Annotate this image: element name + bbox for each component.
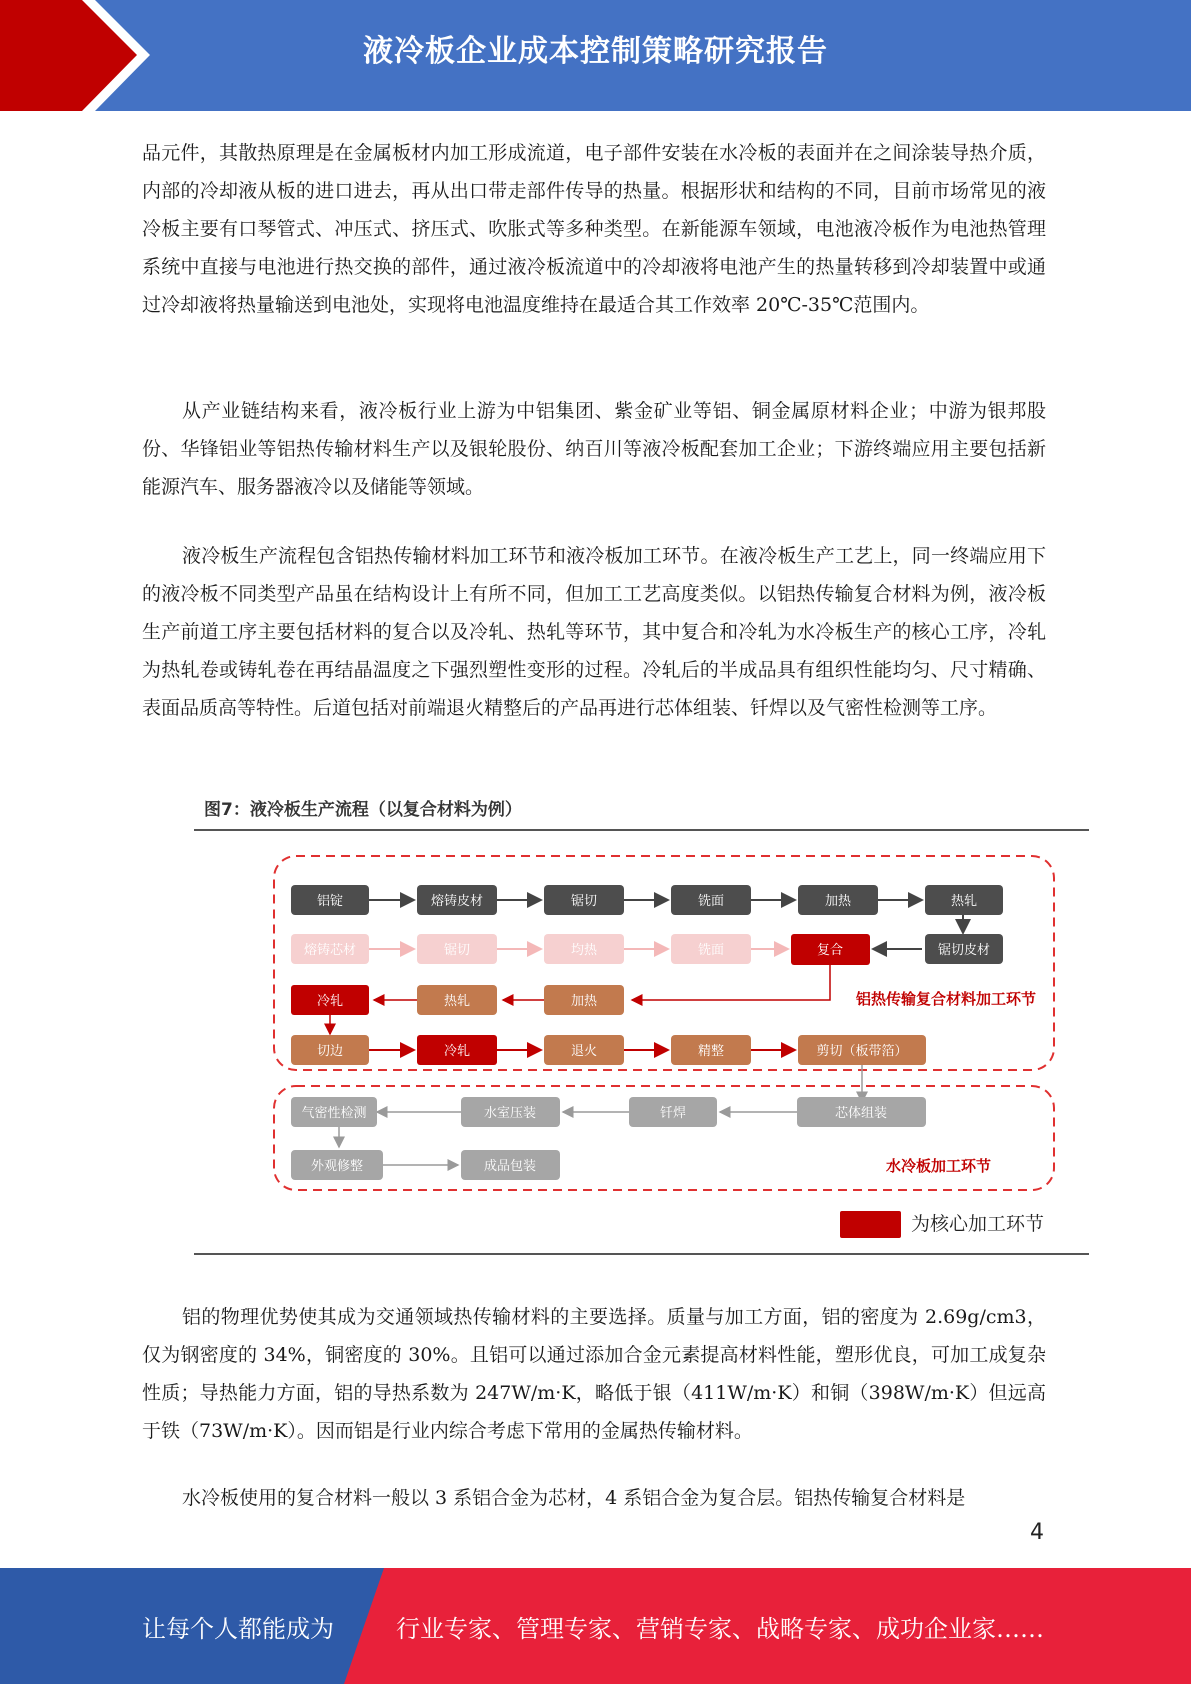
svg-text:铣面: 铣面 (697, 943, 725, 958)
footer-slogan-right: 行业专家、管理专家、营销专家、战略专家、成功企业家…… (396, 1615, 1044, 1643)
process-box (291, 934, 369, 964)
process-box (671, 885, 751, 915)
svg-text:芯体组装: 芯体组装 (834, 1106, 888, 1121)
svg-text:锯切: 锯切 (443, 943, 471, 958)
process-box-core (417, 1035, 497, 1065)
process-box (291, 1097, 377, 1127)
stage2-label: 水冷板加工环节 (885, 1157, 991, 1175)
paragraph-5: 水冷板使用的复合材料一般以 3 系铝合金为芯材，4 系铝合金为复合层。铝热传输复合材料是 (182, 1487, 966, 1509)
process-box (925, 934, 1003, 964)
process-box (925, 885, 1003, 915)
process-box (544, 934, 624, 964)
svg-text:钎焊: 钎焊 (659, 1106, 687, 1121)
process-box (671, 1035, 751, 1065)
process-box (417, 985, 497, 1015)
svg-text:退火: 退火 (570, 1044, 598, 1059)
svg-text:剪切（板带箔）: 剪切（板带箔） (816, 1044, 908, 1059)
paragraph-3: 液冷板生产流程包含铝热传输材料加工环节和液冷板加工环节。在液冷板生产工艺上，同一终端应用下的液冷板不同类型产品虽在结构设计上有所不同，但加工工艺高度类似。以铝热传输复合材料为例，液冷板生产前道工序主要包括材料的复合以及冷轧、热轧等环节，其中复合和冷轧为水冷板生产的核心工序，冷轧为热轧卷或铸轧卷在再结晶温度之下强烈塑性变形的过程。冷轧后的半成品具有组织性能均匀、尺寸精确、表面品质高等特性。后道包括对前端退火精整后的产品再进行芯体组装、钎焊以及气密性检测等工序。 (142, 545, 1046, 719)
svg-text:热轧: 热轧 (950, 894, 978, 909)
process-box (798, 885, 878, 915)
svg-text:加热: 加热 (824, 894, 852, 909)
svg-text:水室压装: 水室压装 (483, 1106, 537, 1121)
paragraph-2: 从产业链结构来看，液冷板行业上游为中铝集团、紫金矿业等铝、铜金属原材料企业；中游为银邦股份、华锋铝业等铝热传输材料生产以及银轮股份、纳百川等液冷板配套加工企业；下游终端应用主要包括新能源汽车、服务器液冷以及储能等领域。 (142, 400, 1046, 498)
page-number: 4 (1030, 1520, 1044, 1545)
svg-text:均热: 均热 (570, 943, 598, 958)
process-box-core (791, 934, 870, 965)
svg-text:热轧: 热轧 (443, 994, 471, 1009)
process-box (461, 1097, 560, 1127)
process-box (291, 1150, 383, 1180)
process-box (544, 985, 624, 1015)
process-box (629, 1097, 717, 1127)
stage1-label: 铝热传输复合材料加工环节 (855, 990, 1036, 1008)
process-box (461, 1150, 560, 1180)
process-box (798, 1035, 926, 1065)
svg-text:锯切: 锯切 (570, 894, 598, 909)
process-box (291, 885, 369, 915)
figure-title: 图7：液冷板生产流程（以复合材料为例） (204, 800, 522, 820)
svg-text:气密性检测: 气密性检测 (301, 1106, 367, 1121)
svg-text:精整: 精整 (697, 1044, 725, 1059)
svg-text:加热: 加热 (570, 994, 598, 1009)
process-box (544, 885, 624, 915)
process-box (797, 1097, 926, 1127)
process-box (417, 885, 497, 915)
legend-swatch (840, 1211, 901, 1238)
svg-text:外观修整: 外观修整 (310, 1159, 364, 1174)
paragraph-1: 品元件，其散热原理是在金属板材内加工形成流道，电子部件安装在水冷板的表面并在之间涂装导热介质，内部的冷却液从板的进口进去，再从出口带走部件传导的热量。根据形状和结构的不同，目前市场常见的液冷板主要有口琴管式、冲压式、挤压式、吹胀式等多种类型。在新能源车领域，电池液冷板作为电池热管理系统中直接与电池进行热交换的部件，通过液冷板流道中的冷却液将电池产生的热量转移到冷却装置中或通过冷却液将热量输送到电池处，实现将电池温度维持在最适合其工作效率 20℃-35℃范围内。 (142, 142, 1046, 316)
svg-text:冷轧: 冷轧 (443, 1044, 471, 1059)
figure-bottom-rule (194, 1253, 1089, 1255)
svg-text:复合: 复合 (816, 943, 844, 958)
svg-text:熔铸皮材: 熔铸皮材 (430, 894, 484, 909)
process-box (671, 934, 751, 964)
svg-text:铝锭: 铝锭 (316, 894, 344, 909)
svg-text:熔铸芯材: 熔铸芯材 (303, 943, 357, 958)
process-box (417, 934, 497, 964)
process-box (291, 1035, 369, 1065)
svg-text:锯切皮材: 锯切皮材 (937, 943, 991, 958)
svg-text:切边: 切边 (316, 1044, 344, 1059)
svg-text:成品包装: 成品包装 (483, 1159, 537, 1174)
svg-text:冷轧: 冷轧 (316, 994, 344, 1009)
footer-slogan-left: 让每个人都能成为 (142, 1615, 334, 1643)
process-box (544, 1035, 624, 1065)
paragraph-4: 铝的物理优势使其成为交通领域热传输材料的主要选择。质量与加工方面，铝的密度为 2.69g/cm3，仅为钢密度的 34%，铜密度的 30%。且铝可以通过添加合金元素提高材料性能，塑形优良，可加工成复杂性质；导热能力方面，铝的导热系数为 247W/m·K，略低于银（411W/m·K）和铜（398W/m·K）但远高于铁（73W/m·K）。因而铝是行业内综合考虑下常用的金属热传输材料。 (142, 1306, 1046, 1442)
legend-label: 为核心加工环节 (911, 1213, 1045, 1235)
report-title: 液冷板企业成本控制策略研究报告 (363, 34, 828, 69)
process-box-core (291, 985, 369, 1015)
svg-text:铣面: 铣面 (697, 894, 725, 909)
